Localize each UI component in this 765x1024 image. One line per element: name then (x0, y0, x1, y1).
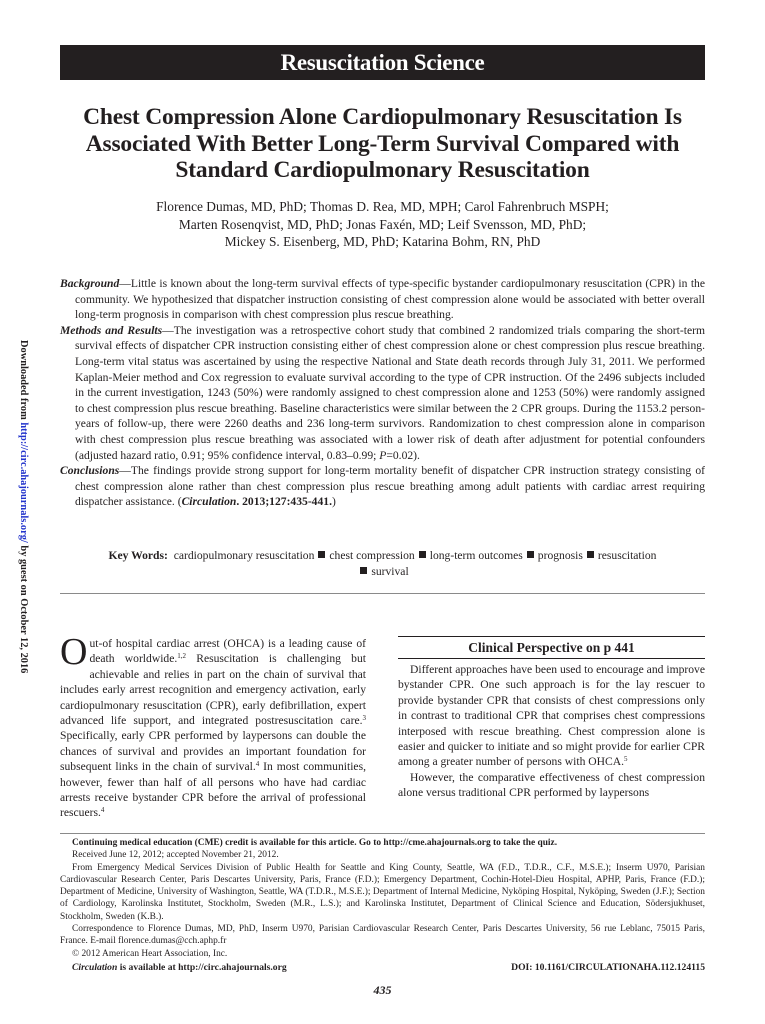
journal-name: Circulation (72, 962, 118, 973)
journal-availability (72, 962, 287, 973)
square-bullet-icon (360, 567, 367, 574)
author-list (70, 198, 695, 251)
keyword: survival (371, 564, 409, 578)
keyword: long-term outcomes (429, 549, 523, 562)
reference-link[interactable]: 4 (100, 806, 105, 815)
keyword: cardiopulmonary resuscitation (173, 549, 315, 562)
watermark-suffix: by guest on October 12, 2016 (18, 542, 29, 674)
author-line: Florence Dumas, MD, PhD; Thomas D. Rea, MD, MPH; Carol Fahrenbruch MSPH; (156, 199, 609, 214)
methods-text-end: =0.02). (386, 448, 420, 462)
background-label: Background (60, 277, 120, 290)
abstract (60, 276, 705, 510)
body-text: Different approaches have been used to encourage and improve bystander CPR. One such approach is for the lay rescuer to provide bystander CPR that consists of chest compressions only in contrast to traditional CPR that comprises chest compressions interposed with rescue breathing. Chest compression alone is easier and quicker to initiate and so might provide for earlier CPR among a greater number of persons with OHCA. (398, 663, 705, 769)
journal-link[interactable]: http://circ.ahajournals.org/ (18, 422, 29, 543)
cme-note: Continuing medical education (CME) credit is available for this article. Go to http://cme.ahajournals.org to take the quiz. (72, 838, 558, 848)
body-paragraph (398, 662, 705, 770)
reference-link[interactable]: 4 (255, 760, 260, 769)
footnote-divider (60, 833, 705, 834)
body-column-left (60, 631, 366, 821)
abstract-conclusions (60, 463, 705, 510)
body-text: In most communities, however, fewer than half of all persons who have had cardiac arrests receive bystander CPR before the arrival of professional rescuers. (60, 760, 366, 820)
correspondence: Correspondence to Florence Dumas, MD, PhD, Inserm U970, Parisian Cardiovascular Research Center, Paris Descartes University, 56 rue Leblanc, 75015 Paris, France. E-mail florence.dumas@cch.aphp.fr (60, 924, 705, 947)
p-value-symbol: P (379, 448, 387, 462)
received-dates: Received June 12, 2012; accepted November 21, 2012. (72, 850, 279, 861)
body-text: ut-of hospital cardiac arrest (OHCA) is a leading cause of death worldwide. (89, 637, 366, 666)
section-banner: Resuscitation Science (60, 45, 705, 80)
background-text: —Little is known about the long-term survival effects of type-specific bystander cardiopulmonary resuscitation (CPR) in the community. We hypothesized that dispatcher instruction consisting of chest compression alone would be associated with better overall long-term prognosis in comparison with chest compression plus rescue breathing. (75, 277, 705, 322)
methods-label: Methods and Results (60, 323, 163, 337)
conclusions-text: —The findings provide strong support for long-term mortality benefit of dispatcher CPR instruction strategy consisting of chest compression alone rather than chest compression plus rescue breathing among adult patients with cardiac arrest requiring dispatcher assistance. ( (75, 464, 705, 509)
section-divider (60, 593, 705, 594)
footnotes (60, 837, 705, 960)
keyword: chest compression (329, 549, 415, 562)
clinical-perspective-link[interactable]: Clinical Perspective on p 441 (398, 636, 705, 659)
author-line: Mickey S. Eisenberg, MD, PhD; Katarina Bohm, RN, PhD (224, 234, 541, 249)
journal-url-text: is available at http://circ.ahajournals.org (117, 962, 287, 973)
methods-text: —The investigation was a retrospective cohort study that combined 2 randomized trials comparing the short-term survival effects of dispatcher CPR instruction consisting either of chest compression alone or chest compression plus rescue breathing. Long-term vital status was ascertained by using the respective National and State death records through July 31, 2011. We performed Kaplan-Meier method and Cox regression to evaluate survival according to the type of CPR instruction. Of the 2496 subjects included in the current investigation, 1243 (50%) were randomly assigned to chest compression alone and 1253 (50%) were randomly assigned to chest compression plus rescue breathing. Baseline characteristics were similar between the 2 CPR groups. During the 1153.2 person-years of follow-up, there were 2260 deaths and 236 long-term survivors. Randomization to chest compression alone in comparison with chest compression plus rescue breathing was associated with a lower risk of death after adjustment for potential confounders (adjusted hazard ratio, 0.91; 95% confidence interval, 0.83–0.99; (75, 323, 705, 462)
citation-close: ) (331, 495, 336, 509)
citation-journal: Circulation (181, 495, 237, 509)
reference-link[interactable]: 1,2 (177, 652, 187, 661)
reference-link[interactable]: 5 (624, 755, 628, 764)
intro-paragraph (60, 631, 366, 821)
square-bullet-icon (419, 551, 426, 558)
body-paragraph: However, the comparative effectiveness of chest compression alone versus traditional CPR performed by laypersons (398, 770, 705, 800)
keywords (60, 548, 705, 579)
article-title: Chest Compression Alone Cardiopulmonary Resuscitation Is Associated With Better Long-Term Survival Compared with Standard Cardiopulmonary Resuscitation (83, 104, 682, 183)
conclusions-label: Conclusions (60, 464, 120, 478)
body-text: Resuscitation is challenging but achievable and relies in part on the chain of survival that includes early arrest recognition and emergency activation, early cardiopulmonary resuscitation (CPR), early defibrillation, expert advanced life support, and integrated postresuscitation care. (60, 652, 366, 728)
page-number: 435 (373, 983, 392, 997)
reference-link[interactable]: 3 (362, 714, 366, 723)
keyword: resuscitation (597, 549, 657, 562)
body-column-right (398, 636, 705, 801)
keyword: prognosis (537, 549, 583, 562)
abstract-methods (60, 323, 705, 463)
square-bullet-icon (527, 551, 534, 558)
citation-ref: . 2013;127:435-441. (236, 495, 332, 509)
doi: DOI: 10.1161/CIRCULATIONAHA.112.124115 (511, 962, 705, 973)
drop-cap: O (60, 631, 88, 673)
keywords-label: Key Words: (108, 549, 168, 562)
square-bullet-icon (318, 551, 325, 558)
copyright: © 2012 American Heart Association, Inc. (72, 948, 228, 959)
watermark-prefix: Downloaded from (18, 340, 29, 423)
download-watermark (16, 340, 30, 680)
author-line: Marten Rosenqvist, MD, PhD; Jonas Faxén, MD; Leif Svensson, MD, PhD; (178, 216, 587, 232)
affiliations: From Emergency Medical Services Division of Public Health for Seattle and King County, Seattle, WA (F.D., T.D.R., C.F., M.S.E.); Inserm U970, Parisian Cardiovascular Research Center, Paris Descartes University, Paris, France (F.D.); Emergency Department, Cochin-Hotel-Dieu Hospital, APHP, Paris, France (F.D.); Department of Medicine, University of Washington, Seattle, WA (T.D.R., M.S.E.); Department of Internal Medicine, Nyköping Hospital, Nyköping, Sweden (J.F.); Section of Cardiology, Karolinska Institutet, Stockholm, Sweden (M.R., L.S.); and Karolinska Institutet, Department of Clinical Science and Education, Södersjukhuset, Stockholm, Sweden (K.B.). (60, 862, 705, 922)
body-text: Specifically, early CPR performed by laypersons can double the chances of survival and provides an important foundation for subsequent links in the chain of survival. (60, 729, 366, 774)
abstract-background (60, 276, 705, 323)
square-bullet-icon (587, 551, 594, 558)
